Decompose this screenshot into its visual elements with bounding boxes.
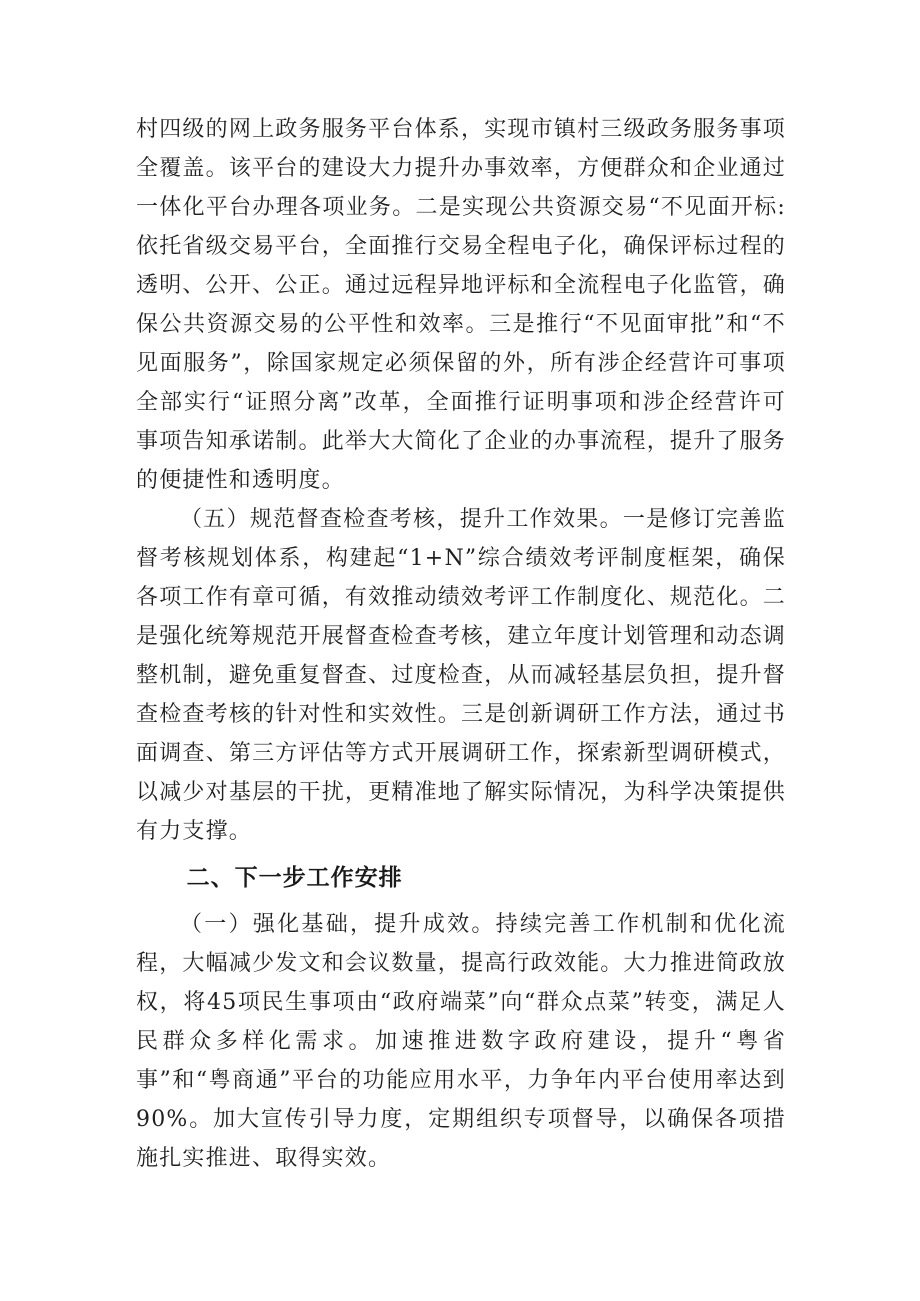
paragraph-section-five: （五）规范督查检查考核，提升工作效果。一是修订完善监督考核规划体系，构建起“1+N”综合绩效考评制度框架，确保各项工作有章可循，有效推动绩效考评工作制度化、规范化。二是强化统筹规范开展督查检查考核，建立年度计划管理和动态调整机制，避免重复督查、过度检查，从而减轻基层负担，提升督查检查考核的针对性和实效性。三是创新调研工作方法，通过书面调查、第三方评估等方式开展调研工作，探索新型调研模式，以减少对基层的干扰，更精准地了解实际情况，为科学决策提供有力支撑。: [136, 507, 786, 844]
document-page: [136, 110, 786, 1178]
paragraph-strengthen-foundation: （一）强化基础，提升成效。持续完善工作机制和优化流程，大幅减少发文和会议数量，提高行政效能。大力推进简政放权，将45项民生事项由“政府端菜”向“群众点菜”转变，满足人民群众多样化需求。加速推进数字政府建设，提升“粤省事”和“粤商通”平台的功能应用水平，力争年内平台使用率达到90%。加大宣传引导力度，定期组织专项督导，以确保各项措施扎实推进、取得实效。: [136, 912, 786, 1171]
paragraph-continued: 村四级的网上政务服务平台体系，实现市镇村三级政务服务事项全覆盖。该平台的建设大力提升办事效率，方便群众和企业通过一体化平台办理各项业务。二是实现公共资源交易“不见面开标:依托省级交易平台，全面推行交易全程电子化，确保评标过程的透明、公开、公正。通过远程异地评标和全流程电子化监管，确保公共资源交易的公平性和效率。三是推行“不见面审批”和“不见面服务”，除国家规定必须保留的外，所有涉企经营许可事项全部实行“证照分离”改革，全面推行证明事项和涉企经营许可事项告知承诺制。此举大大简化了企业的办事流程，提升了服务的便捷性和透明度。: [136, 117, 786, 493]
section-heading-next-steps: 二、下一步工作安排: [186, 865, 403, 891]
